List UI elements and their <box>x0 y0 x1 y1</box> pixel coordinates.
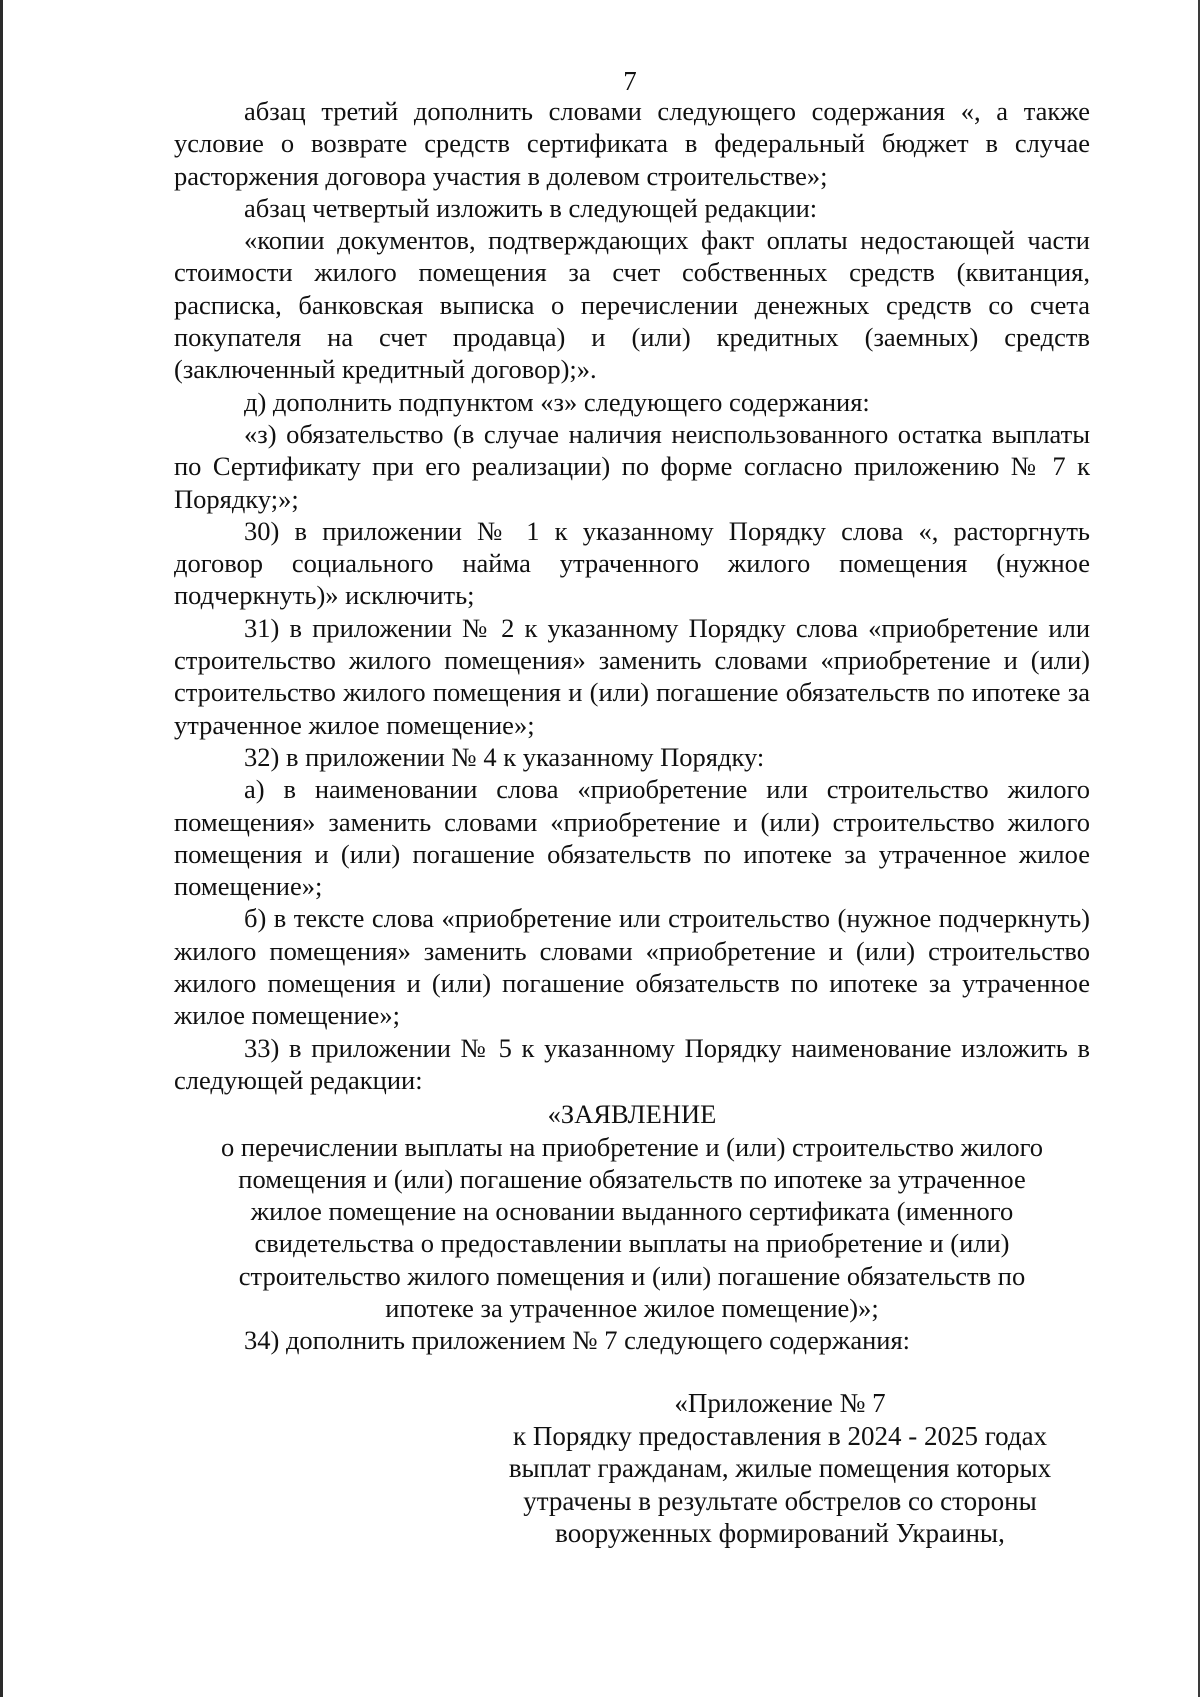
appendix-line-3: утрачены в результате обстрелов со стороны <box>523 1485 1037 1516</box>
statement-line-1: о перечислении выплаты на приобретение и (или) строительство жилого <box>220 1131 1044 1162</box>
document-body <box>174 95 1090 1357</box>
page-number: 7 <box>623 66 637 96</box>
paragraph-8: 32) в приложении № 4 к указанному Порядку: <box>244 741 765 772</box>
paragraph-5: «з) обязательство (в случае наличия неиспользованного остатка выплаты по Сертификату при его реализации) по форме согласно приложению № 7 к Порядку;»; <box>174 418 1090 514</box>
paragraph-6: 30) в приложении № 1 к указанному Порядку слова «, расторгнуть договор социального найма утраченного жилого помещения (нужное подчеркнуть)» исключить; <box>174 515 1090 611</box>
statement-title: «ЗАЯВЛЕНИЕ <box>547 1099 717 1130</box>
appendix-line-1: к Порядку предоставления в 2024 - 2025 годах <box>512 1420 1048 1451</box>
appendix-header <box>470 1387 1090 1550</box>
paragraph-3: «копии документов, подтверждающих факт оплаты недостающей части стоимости жилого помещения за счет собственных средств (квитанция, расписка, банковская выписка о перечислении денежных средств со счета покупателя на счет продавца) и (или) кредитных (заемных) средств (заключенный кредитный договор);». <box>174 225 1090 385</box>
paragraph-2: абзац четвертый изложить в следующей редакции: <box>244 192 818 223</box>
paragraph-4: д) дополнить подпунктом «з» следующего содержания: <box>244 386 870 417</box>
statement-line-4: свидетельства о предоставлении выплаты на приобретение и (или) <box>254 1228 1010 1259</box>
statement-line-3: жилое помещение на основании выданного сертификата (именного <box>250 1196 1014 1227</box>
paragraph-1: абзац третий дополнить словами следующего содержания «, а также условие о возврате средств сертификата в федеральный бюджет в случае расторжения договора участия в долевом строительстве»; <box>174 96 1090 191</box>
appendix-line-4: вооруженных формирований Украины, <box>555 1518 1005 1548</box>
appendix-title: «Приложение № 7 <box>674 1388 886 1418</box>
scan-left-edge <box>0 0 3 1697</box>
paragraph-item-34: 34) дополнить приложением № 7 следующего содержания: <box>244 1325 911 1356</box>
statement-line-5: строительство жилого помещения и (или) погашение обязательств по <box>238 1260 1026 1291</box>
paragraph-9: а) в наименовании слова «приобретение или строительство жилого помещения» заменить словами «приобретение и (или) строительство жилого помещения и (или) погашение обязательств по ипотеке за утраченное жилое помещение»; <box>174 774 1090 902</box>
appendix-line-2: выплат гражданам, жилые помещения которых <box>508 1453 1052 1483</box>
statement-line-2: помещения и (или) погашение обязательств по ипотеке за утраченное <box>238 1163 1026 1194</box>
paragraph-11: 33) в приложении № 5 к указанному Порядку наименование изложить в следующей редакции: <box>174 1032 1090 1095</box>
statement-line-6: ипотеке за утраченное жилое помещение)»; <box>385 1292 879 1323</box>
paragraph-7: 31) в приложении № 2 к указанному Порядку слова «приобретение или строительство жилого помещения» заменить словами «приобретение и (или) строительство жилого помещения и (или) погашение обязательств по ипотеке за утраченное жилое помещение»; <box>174 612 1090 740</box>
paragraph-10: б) в тексте слова «приобретение или строительство (нужное подчеркнуть) жилого помещения» заменить словами «приобретение и (или) строительство жилого помещения и (или) погашение обязательств по ипотеке за утраченное жилое помещение»; <box>174 903 1090 1031</box>
